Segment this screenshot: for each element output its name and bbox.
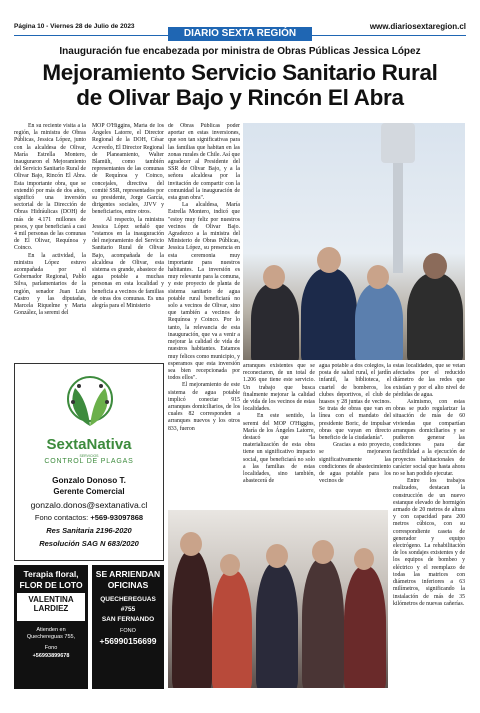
ad-headline-2: OFICINAS [107,580,149,590]
brand-services: SERVICIOS [79,454,99,458]
paragraph: arranques existentes que se reconectaron, de un total de 1.206 que tiene este servicio. Un trabajo que busca finalmente mejorar la calidad de vida de los vecinos de estas localidades. [243,363,315,413]
contact-email[interactable]: gonzalo.donos@sextanativa.cl [30,500,148,510]
person [172,550,212,688]
paragraph: estas localidades, que se veían afectados por el reducido diámetro de las redes que existían y por el alto nivel de pérdidas de agua. [393,363,465,398]
article-column-1 [14,123,86,359]
pest-control-logo-icon [55,374,125,434]
paragraph: Entre los trabajos realizados, destacan la construcción de un nuevo estanque elevado de hormigón armado de 20 metros de altura y con capacidad para 200 metros cúbicos, con su correspondiente caseta de generador y equipo electrógeno. La rehabilitación de los sondajes existentes y de los equipos de bombeo y eléctrico y el reemplazo de todas las matrices con diámetros inferiores a 63 milímetros, significando la instalación de más de 35 kilómetros de nuevas cañerías. [393,478,465,607]
ad-street-number: #755 [120,606,136,613]
ad-city: SAN FERNANDO [101,616,155,623]
person [355,283,403,360]
therapist-name-box [17,593,85,621]
article-kicker: Inauguración fue encabezada por ministra de Obras Públicas Jessica López [59,46,421,57]
phone-number[interactable]: +569-93097868 [90,513,144,522]
terapia-floral-ad[interactable] [14,565,88,689]
brand-name: SextaNativa [46,436,132,453]
person [212,570,252,688]
person-head [263,265,285,289]
article-column-2 [92,123,164,359]
website-link[interactable]: www.diariosextaregion.cl [369,22,466,31]
person-head [266,544,288,568]
person [302,558,344,688]
paragraph: El mejoramiento de este sistema de agua potable implicó conectar 915 arranques domiciliarios, de los cuales 82 corresponden a arranques nuevos y los otros 833, fueron [168,382,240,432]
phone-label: Fono contactos: [34,513,89,522]
ad-address: Atienden en Quechereguas 755, [26,627,76,640]
article-title [14,60,466,110]
ad-phone-label: FONO [120,628,136,634]
person-head [423,253,447,279]
therapist-last-name: LARDIEZ [33,604,69,613]
ad-phone-label: Fono [44,645,58,651]
ceremony-photo [243,123,465,360]
therapist-first-name: VALENTINA [28,595,74,604]
contact-role: Gerente Comercial [53,487,125,496]
ad-headline-1: SE ARRIENDAN [95,569,161,579]
ad-street: QUECHEREGUAS [100,596,156,603]
oficinas-ad[interactable] [92,565,164,689]
person [256,562,298,688]
person-head [180,532,202,556]
title-line-2: de Olivar Bajo y Rincón El Abra [76,85,404,110]
ad-phone[interactable]: +56990156699 [99,636,157,646]
paragraph: En la actividad, la ministra López estuvo acompañada por el Gobernador Regional, Pablo Silva, parlamentarios de la región, senador Juan Luis Castro y las diputadas, Marcela Riquelme y Marta González, la seremi del [14,252,86,317]
title-line-1: Mejoramiento Servicio Sanitario Rural [42,60,438,85]
person-head [367,265,389,289]
person [251,283,299,360]
person-head [220,554,240,576]
person-head [312,540,334,564]
paragraph: Al respecto, la ministra Jessica López señaló que "estamos en la inauguración del mejoramiento del Servicio Sanitario Rural de Olivar Bajo, acompañada de la alcaldesa de Olivar, esta sistema es grande, abastece de agua potable a muchas personas en esta localidad y beneficia a vecinos de familias de otras dos comunas. Es una alegría para el Ministerio [92,216,164,310]
water-tank [381,123,415,163]
paragraph: de Obras Públicas poder aportar en estas inversiones, que son tan significativas para las familias que habitan en las zonas rurales de Chile. Así que agradecer al Presidente del SSR de Olivar Bajo, y a la señora alcaldesa por la invitación de compartir con la comunidad la inauguración de esta gran obra". [168,123,240,202]
sextanativa-ad[interactable] [14,363,164,561]
ad-headline-1: Terapia floral, [23,569,79,579]
sanitary-resolution: Res Sanitaria 2196-2020 [46,526,132,535]
person [344,566,386,688]
person [407,273,463,360]
person-head [317,247,341,273]
article-column-3 [168,123,240,508]
paragraph: En su reciente visita a la región, la ministra de Obras Públicas, Jessica López, junto con la alcaldesa de Olivar, María Estrella Montero, inauguraron el Mejoramiento del Servicio Sanitario Rural de Olivar Bajo, Rincón El Abra. Esta importante obra, que se extendió por más de dos años, significó una inversión sectorial de la Dirección de Obras Hidráulicas (DOH) de más de 4.171 millones de pesos, y que beneficiará a casi 4 mil personas de las comunas de El Olivar, Requínoa y Coinco. [14,123,86,252]
paragraph: MOP O'Higgins, María de los Ángeles Latorre, el Director Regional de la DOH, César Acevedo, El Director Regional de Planeamiento, Walter Blamüh, como también representantes de las comunas de Requínoa y Coinco, concejales, directiva del comité SSR, representados por su presidente, Jorge García, dirigentes sociales, JJVV y beneficiarios, entre otros. [92,123,164,216]
page-number: Página 10 - Viernes 28 de Julio de 2023 [14,23,135,30]
ad-phone[interactable]: +56993899678 [32,653,70,659]
article-column-6 [393,363,465,689]
contact-phone-row [15,513,163,522]
paragraph: agua potable a dos colegios, la posta de salud rural, el jardín infantil, la biblioteca, el cuartel de bomberos, los clubes deportivos, el club de huasos y 28 juntas de vecinos. Se trata de obras que van en línea con el mandato del presidente Boric, de impulsar obras que vayan en directo beneficio de la ciudadanía". [319,363,391,442]
person [301,268,357,360]
paragraph: Gracias a esto proyecto, se mejoraron significativamente las condiciones de abastecimiento de agua potable para los vecinos de [319,442,391,485]
paragraph: Asimismo, con estas obras se pudo regularizar la situación de más de 60 viviendas que compartían arranques domiciliarios y se pudieron generar las condiciones para dar factibilidad a la ejecución de proyectos habitacionales de carácter social que hasta ahora no se han podido ejecutar. [393,399,465,478]
section-banner: DIARIO SEXTA REGIÓN [168,27,312,41]
audience-photo [168,510,388,688]
article-column-5 [319,363,391,508]
paragraph: La alcaldesa, María Estrella Montero, indicó que "estoy muy feliz por nuestros vecinos de Olivar Bajo. Agradezco a la ministra del Ministerio de Obras Públicas, Jessica López, su presencia en esta ceremonia muy importante para nuestros habitantes. La inversión es muy relevante para la comuna, y este proyecto de planta de sistema sanitario de agua potable rural beneficiará no solo a vecinos de Olivar, sino que también a vecinos de Requínoa y Coinco. Por lo tanto, la relevancia de esta inauguración, que va a venir a mejorar la calidad de vida de nuestros habitantes. Estamos muy felices como municipio, y esperamos que esta inversión sea bien recepcionada por todos ellos". [168,202,240,382]
ad-headline-2: FLOR DE LOTO [19,580,83,590]
article-column-4 [243,363,315,508]
brand-tagline: CONTROL DE PLAGAS [44,458,134,465]
paragraph: En este sentido, la seremi del MOP O'Higgins, María de los Ángeles Latorre, destacó que "la materialización de esta obra tiene un significativo impacto social, que beneficiará no solo a las familias de estas localidades, sino también, abastecerá de [243,413,315,485]
sag-resolution: Resolución SAG N 683/2020 [39,539,139,548]
person-head [354,548,374,570]
contact-name: Gonzalo Donoso T. [52,476,126,485]
